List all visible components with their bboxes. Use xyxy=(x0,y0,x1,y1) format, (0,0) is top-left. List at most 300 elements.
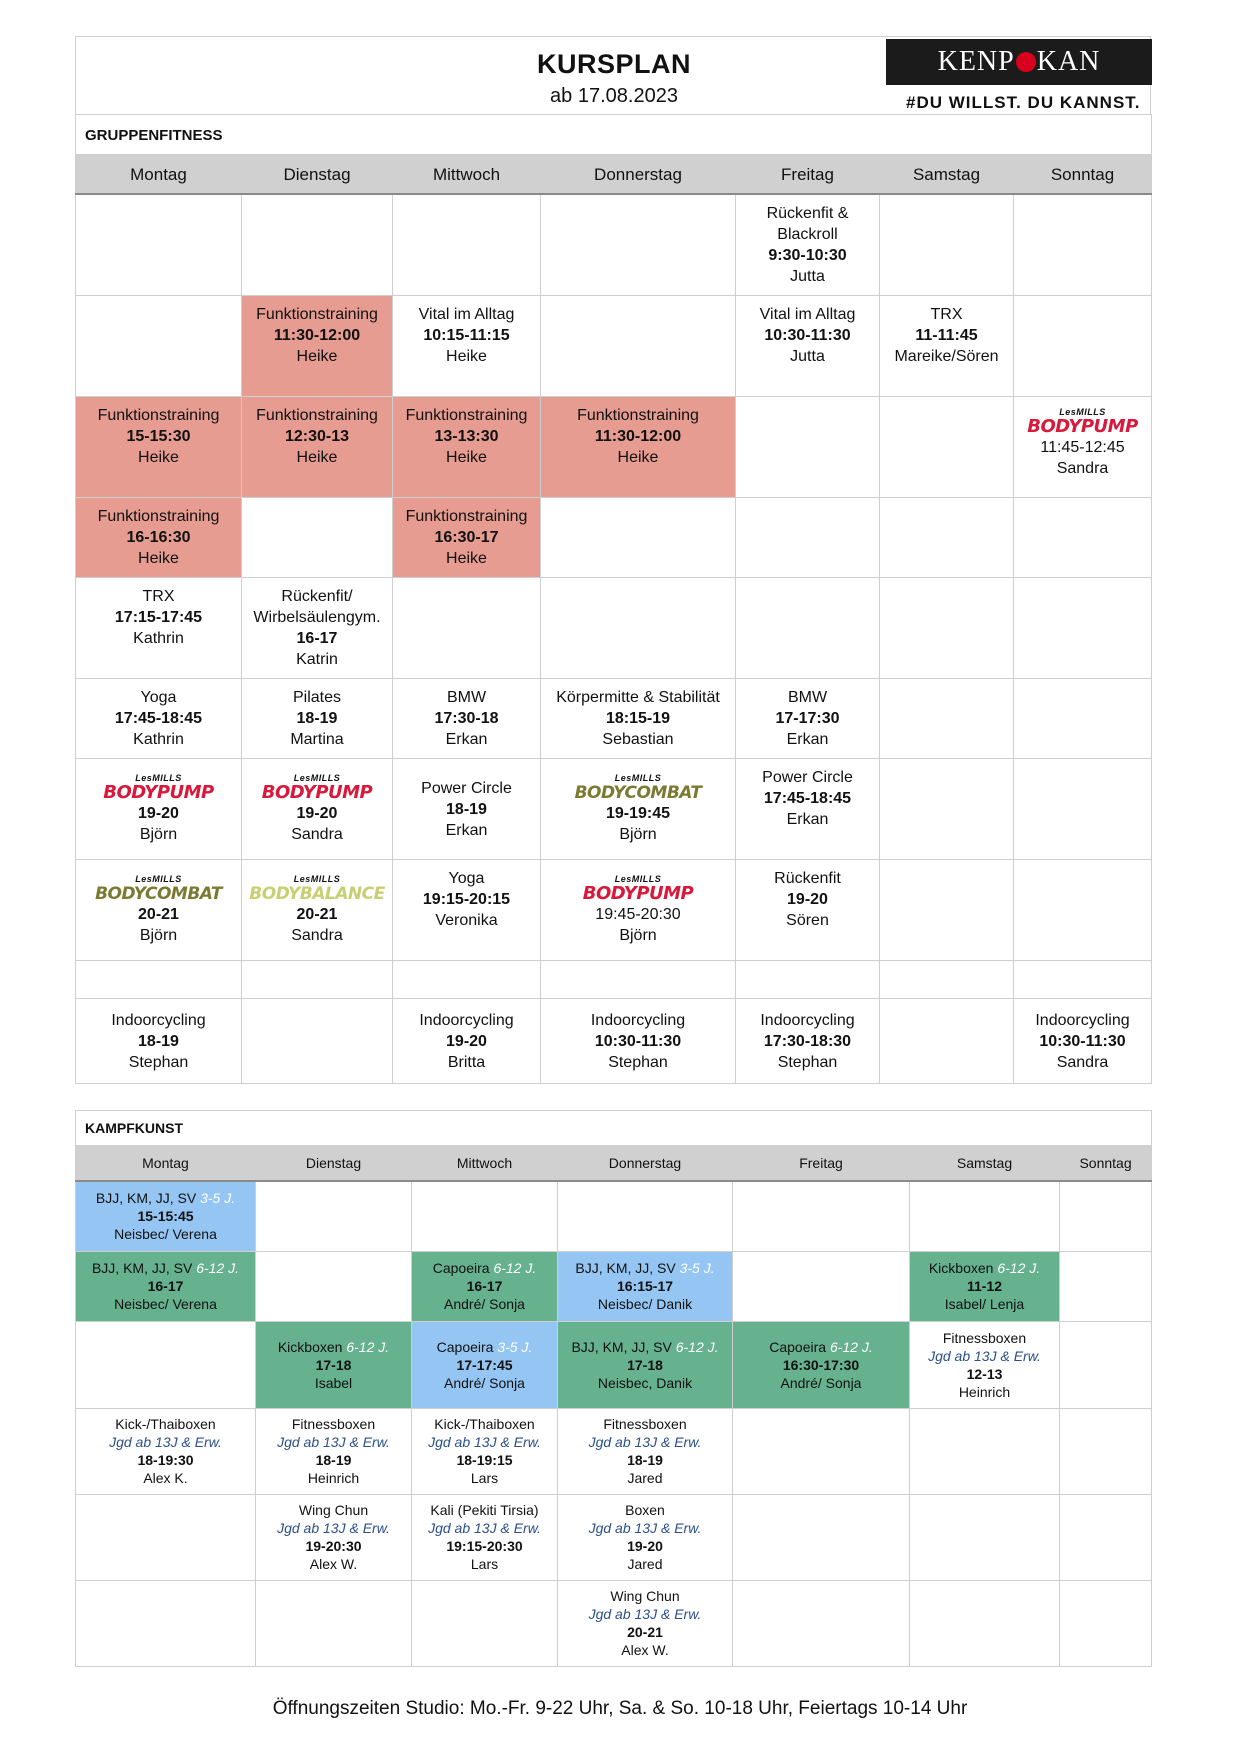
class-time: 17-18 xyxy=(315,1356,352,1373)
empty-cell xyxy=(76,1321,256,1408)
empty-cell xyxy=(733,1408,910,1494)
class-cell xyxy=(880,295,1014,396)
class-trainer: Heike xyxy=(296,448,338,466)
class-title: Wing Chun xyxy=(298,1502,369,1518)
day-header: Mittwoch xyxy=(412,1146,558,1182)
class-cell xyxy=(910,1321,1060,1408)
class-time: 19-20 xyxy=(627,1538,663,1554)
lesmills-logo: LesMILLS xyxy=(293,874,341,884)
class-time: 11:45-12:45 xyxy=(1040,438,1125,456)
class-cell xyxy=(736,758,880,859)
class-title: Wirbelsäulengym. xyxy=(253,609,381,626)
class-title: Kick-/Thaiboxen xyxy=(115,1416,216,1432)
class-trainer: Erkan xyxy=(445,821,488,839)
class-title: Fitnessboxen xyxy=(942,1329,1027,1346)
class-title: Fitnessboxen xyxy=(291,1416,376,1432)
class-cell xyxy=(76,998,242,1083)
lesmills-logo: LesMILLS xyxy=(293,773,341,783)
day-header: Freitag xyxy=(736,155,880,195)
class-cell xyxy=(541,678,736,758)
class-trainer: Heinrich xyxy=(958,1383,1011,1400)
class-trainer: André/ Sonja xyxy=(444,1296,525,1312)
class-time: 19-20 xyxy=(296,805,338,822)
class-title: TRX xyxy=(930,305,963,323)
day-header: Sonntag xyxy=(1014,155,1152,195)
class-trainer: Neisbec, Danik xyxy=(597,1374,693,1391)
class-time: 20-21 xyxy=(627,1624,663,1640)
class-trainer: Alex W. xyxy=(309,1556,358,1572)
class-title: Indoorcycling xyxy=(419,1011,514,1029)
empty-cell xyxy=(910,1181,1060,1251)
empty-cell xyxy=(242,960,393,998)
class-title: Funktionstraining xyxy=(256,406,378,424)
empty-cell xyxy=(910,1494,1060,1580)
class-title: Rückenfit xyxy=(774,869,841,887)
class-time: 15-15:45 xyxy=(137,1208,194,1225)
day-header: Dienstag xyxy=(242,155,393,195)
class-time: 17:45-18:45 xyxy=(763,789,852,807)
fitness-schedule-table xyxy=(75,114,1152,1084)
empty-cell xyxy=(558,1181,733,1251)
day-header: Dienstag xyxy=(256,1146,412,1182)
class-title: Pilates xyxy=(292,689,342,706)
class-trainer: Stephan xyxy=(777,1053,838,1071)
class-title: Indoorcycling xyxy=(590,1011,686,1029)
lesmills-logo: LesMILLS xyxy=(1059,406,1106,417)
slogan: #DU WILLST. DU KANNST. xyxy=(906,93,1141,112)
bodypump-logo: BODYPUMP xyxy=(261,782,373,803)
class-trainer: Erkan xyxy=(445,731,488,748)
class-title: Funktionstraining xyxy=(405,406,528,424)
bodycombat-logo: BODYCOMBAT xyxy=(95,884,222,904)
class-time: 10:15-11:15 xyxy=(423,326,510,344)
class-trainer: Björn xyxy=(619,927,657,944)
class-time: 9:30-10:30 xyxy=(768,247,847,265)
class-cell xyxy=(242,678,393,758)
page-title: KURSPLAN xyxy=(536,49,691,79)
class-time: 16-17 xyxy=(296,630,338,647)
class-title: Kali (Pekiti Tirsia) xyxy=(430,1502,539,1518)
empty-cell xyxy=(1014,758,1152,859)
class-trainer: Neisbec/ Verena xyxy=(114,1296,217,1312)
class-time: 19:45-20:30 xyxy=(595,906,681,923)
empty-cell xyxy=(880,577,1014,678)
class-cell xyxy=(1014,998,1152,1083)
class-cell xyxy=(412,1494,558,1580)
class-time: 17-18 xyxy=(627,1356,663,1373)
class-trainer: André/ Sonja xyxy=(780,1374,862,1391)
class-title: Yoga xyxy=(140,689,177,706)
empty-cell xyxy=(880,859,1014,960)
empty-cell xyxy=(1014,577,1152,678)
day-header: Samstag xyxy=(880,155,1014,195)
class-cell xyxy=(736,194,880,295)
logo-text-left: KENP xyxy=(937,46,1015,77)
class-title: Kick-/Thaiboxen xyxy=(434,1416,535,1432)
class-time: 10:30-11:30 xyxy=(594,1032,682,1050)
class-trainer: Alex W. xyxy=(621,1642,669,1658)
empty-cell xyxy=(76,1580,256,1666)
empty-cell xyxy=(1060,1321,1152,1408)
class-cell xyxy=(541,859,736,960)
empty-cell xyxy=(880,678,1014,758)
class-trainer: Lars xyxy=(470,1556,499,1572)
class-trainer: Alex K. xyxy=(143,1470,188,1486)
class-time: 18-19 xyxy=(315,1452,352,1468)
section-title-fitness: GRUPPENFITNESS xyxy=(76,115,1152,155)
class-cell xyxy=(242,758,393,859)
class-cell xyxy=(558,1321,733,1408)
age-group: Jgd ab 13J & Erw. xyxy=(277,1434,390,1450)
class-time: 16:30-17 xyxy=(434,529,499,546)
class-cell xyxy=(558,1408,733,1494)
class-time: 17:30-18:30 xyxy=(763,1032,852,1050)
class-trainer: Neisbec/ Danik xyxy=(597,1296,693,1312)
class-time: 13-13:30 xyxy=(434,427,499,445)
class-trainer: Katrin xyxy=(296,651,338,668)
class-time: 16-16:30 xyxy=(126,529,191,546)
martial-arts-schedule-table xyxy=(75,1110,1152,1667)
age-group: Jgd ab 13J & Erw. xyxy=(428,1434,541,1450)
empty-cell xyxy=(541,295,736,396)
bodybalance-logo: BODYBALANCE xyxy=(249,884,385,904)
age-group: 6-12 J. xyxy=(997,1260,1041,1276)
empty-cell xyxy=(1060,1580,1152,1666)
class-title: Indoorcycling xyxy=(1035,1011,1130,1029)
class-title: Wing Chun xyxy=(610,1588,680,1604)
class-trainer: Sandra xyxy=(291,826,343,843)
bodypump-logo: BODYPUMP xyxy=(103,782,214,803)
class-cell xyxy=(393,396,541,497)
age-group: Jgd ab 13J & Erw. xyxy=(588,1606,702,1622)
empty-cell xyxy=(736,960,880,998)
class-cell xyxy=(393,678,541,758)
day-header: Montag xyxy=(76,155,242,195)
empty-cell xyxy=(541,960,736,998)
class-cell xyxy=(76,1251,256,1321)
page-subtitle: ab 17.08.2023 xyxy=(550,85,678,107)
empty-cell xyxy=(733,1494,910,1580)
class-cell xyxy=(393,998,541,1083)
logo-text-right: KAN xyxy=(1036,46,1101,77)
class-title: BJJ, KM, JJ, SV 3-5 J. xyxy=(95,1190,236,1207)
class-trainer: Kathrin xyxy=(133,629,184,647)
class-title: Funktionstraining xyxy=(405,508,528,525)
empty-cell xyxy=(733,1251,910,1321)
empty-cell xyxy=(393,194,541,295)
class-title: BJJ, KM, JJ, SV 6-12 J. xyxy=(571,1338,719,1355)
class-title: Indoorcycling xyxy=(760,1011,855,1029)
age-group: 6-12 J. xyxy=(346,1338,390,1355)
class-title: Vital im Alltag xyxy=(418,305,515,323)
day-header: Donnerstag xyxy=(558,1146,733,1182)
class-title: Capoeira 3-5 J. xyxy=(436,1338,533,1355)
class-cell xyxy=(733,1321,910,1408)
class-cell xyxy=(393,859,541,960)
empty-cell xyxy=(880,758,1014,859)
class-title: Power Circle xyxy=(421,779,512,797)
empty-cell xyxy=(1014,859,1152,960)
class-title: Blackroll xyxy=(777,226,838,244)
class-time: 19:15-20:30 xyxy=(446,1538,523,1554)
class-time: 18:15-19 xyxy=(605,710,671,727)
class-trainer: Sören xyxy=(786,911,829,929)
class-time: 16:15-17 xyxy=(616,1278,674,1294)
empty-cell xyxy=(76,960,242,998)
empty-cell xyxy=(1060,1494,1152,1580)
empty-cell xyxy=(736,497,880,577)
section-title-kampf: KAMPFKUNST xyxy=(76,1111,1152,1146)
empty-cell xyxy=(1014,194,1152,295)
class-cell xyxy=(256,1408,412,1494)
class-trainer: Sandra xyxy=(291,927,343,944)
class-time: 19-20 xyxy=(787,890,828,908)
class-time: 17:30-18 xyxy=(434,710,499,727)
day-header: Mittwoch xyxy=(393,155,541,195)
empty-cell xyxy=(910,1580,1060,1666)
class-trainer: Jutta xyxy=(790,268,825,286)
class-title: Rückenfit & xyxy=(766,205,849,223)
age-group: 6-12 J. xyxy=(196,1260,240,1276)
class-cell xyxy=(412,1321,558,1408)
empty-cell xyxy=(242,497,393,577)
age-group: 6-12 J. xyxy=(675,1338,719,1355)
class-cell xyxy=(256,1321,412,1408)
day-header: Sonntag xyxy=(1060,1146,1152,1182)
class-cell xyxy=(76,678,242,758)
class-cell xyxy=(541,998,736,1083)
age-group: Jgd ab 13J & Erw. xyxy=(277,1520,390,1536)
empty-cell xyxy=(76,1494,256,1580)
class-trainer: Heike xyxy=(138,448,179,466)
class-trainer: Veronika xyxy=(435,911,498,929)
class-time: 12-13 xyxy=(966,1365,1003,1382)
empty-cell xyxy=(880,497,1014,577)
empty-cell xyxy=(736,396,880,497)
class-title: Fitnessboxen xyxy=(603,1416,687,1432)
class-cell xyxy=(541,758,736,859)
empty-cell xyxy=(242,998,393,1083)
age-group: Jgd ab 13J & Erw. xyxy=(588,1520,702,1536)
lesmills-logo: LesMILLS xyxy=(135,773,182,783)
class-time: 19:15-20:15 xyxy=(422,890,511,908)
class-cell xyxy=(76,577,242,678)
age-group: Jgd ab 13J & Erw. xyxy=(109,1434,222,1450)
class-cell xyxy=(242,295,393,396)
class-time: 10:30-11:30 xyxy=(1039,1032,1126,1050)
lesmills-logo: LesMILLS xyxy=(614,874,662,884)
class-title: BMW xyxy=(787,689,828,706)
class-cell xyxy=(558,1580,733,1666)
class-cell xyxy=(76,1408,256,1494)
empty-cell xyxy=(1060,1251,1152,1321)
page-header xyxy=(75,36,1151,114)
class-cell xyxy=(76,1181,256,1251)
empty-cell xyxy=(910,1408,1060,1494)
age-group: Jgd ab 13J & Erw. xyxy=(588,1434,702,1450)
class-time: 17-17:30 xyxy=(775,710,840,727)
empty-cell xyxy=(880,396,1014,497)
class-cell xyxy=(76,859,242,960)
age-group: 6-12 J. xyxy=(829,1338,873,1355)
empty-cell xyxy=(412,1580,558,1666)
bodycombat-logo: BODYCOMBAT xyxy=(574,783,702,803)
empty-cell xyxy=(880,960,1014,998)
class-time: 15-15:30 xyxy=(126,427,191,445)
empty-cell xyxy=(1014,295,1152,396)
day-header: Samstag xyxy=(910,1146,1060,1182)
class-trainer: Heike xyxy=(138,550,179,567)
class-trainer: Heike xyxy=(446,347,487,365)
class-trainer: André/ Sonja xyxy=(444,1374,525,1391)
class-trainer: Heike xyxy=(617,448,659,466)
class-title: Kickboxen 6-12 J. xyxy=(928,1260,1041,1276)
day-header-row xyxy=(76,1146,1152,1182)
class-title: BJJ, KM, JJ, SV 3-5 J. xyxy=(575,1260,715,1276)
logo-dot-icon xyxy=(1016,52,1036,72)
class-cell xyxy=(412,1251,558,1321)
class-time: 17:45-18:45 xyxy=(114,710,203,727)
class-time: 19-19:45 xyxy=(605,805,671,822)
class-title: TRX xyxy=(142,587,175,605)
class-cell xyxy=(541,396,736,497)
age-group: 6-12 J. xyxy=(493,1260,537,1276)
empty-cell xyxy=(393,577,541,678)
class-cell xyxy=(412,1408,558,1494)
age-group: 3-5 J. xyxy=(679,1260,715,1276)
class-time: 12:30-13 xyxy=(284,427,350,445)
empty-cell xyxy=(541,194,736,295)
day-header: Donnerstag xyxy=(541,155,736,195)
age-group: Jgd ab 13J & Erw. xyxy=(928,1347,1041,1364)
empty-cell xyxy=(76,295,242,396)
class-trainer: Björn xyxy=(139,927,178,944)
class-cell xyxy=(558,1251,733,1321)
class-time: 16-17 xyxy=(147,1278,184,1294)
empty-cell xyxy=(733,1181,910,1251)
class-trainer: Erkan xyxy=(786,731,829,748)
class-cell xyxy=(736,678,880,758)
empty-cell xyxy=(76,194,242,295)
class-title: Capoeira 6-12 J. xyxy=(769,1338,873,1355)
class-time: 11:30-12:00 xyxy=(594,427,682,445)
class-cell xyxy=(1014,396,1152,497)
class-time: 18-19 xyxy=(296,710,338,727)
empty-cell xyxy=(242,194,393,295)
lesmills-logo: LesMILLS xyxy=(614,773,662,783)
class-time: 11:30-12:00 xyxy=(273,326,361,344)
class-time: 18-19 xyxy=(138,1032,179,1050)
age-group: Jgd ab 13J & Erw. xyxy=(428,1520,541,1536)
class-title: Vital im Alltag xyxy=(759,305,856,323)
class-title: Rückenfit/ xyxy=(281,588,353,605)
empty-cell xyxy=(256,1181,412,1251)
kenpokan-logo xyxy=(886,39,1152,85)
class-cell xyxy=(393,758,541,859)
class-trainer: Heike xyxy=(446,550,487,567)
empty-cell xyxy=(1014,678,1152,758)
class-trainer: Björn xyxy=(139,826,178,843)
class-cell xyxy=(242,577,393,678)
class-cell xyxy=(76,758,242,859)
empty-cell xyxy=(393,960,541,998)
class-cell xyxy=(76,396,242,497)
class-title: Funktionstraining xyxy=(256,305,378,323)
class-trainer: Kathrin xyxy=(133,731,184,748)
class-trainer: Erkan xyxy=(786,810,829,828)
class-trainer: Heinrich xyxy=(307,1470,360,1486)
class-time: 18-19 xyxy=(446,800,487,818)
class-trainer: Stephan xyxy=(128,1053,189,1071)
empty-cell xyxy=(880,998,1014,1083)
empty-cell xyxy=(256,1580,412,1666)
class-time: 16:30-17:30 xyxy=(782,1356,860,1373)
class-time: 19-20 xyxy=(138,805,179,822)
class-time: 11-12 xyxy=(966,1278,1003,1294)
class-title: Indoorcycling xyxy=(111,1011,206,1029)
class-trainer: Mareike/Sören xyxy=(894,347,999,365)
age-group: 3-5 J. xyxy=(200,1190,236,1207)
class-title: Funktionstraining xyxy=(97,406,220,424)
day-header: Freitag xyxy=(733,1146,910,1182)
class-cell xyxy=(736,859,880,960)
empty-cell xyxy=(1014,497,1152,577)
class-trainer: Jared xyxy=(627,1470,663,1486)
empty-cell xyxy=(1060,1408,1152,1494)
class-trainer: Neisbec/ Verena xyxy=(114,1226,217,1243)
class-title: Körpermitte & Stabilität xyxy=(556,689,720,706)
class-trainer: Isabel xyxy=(314,1374,353,1391)
class-cell xyxy=(558,1494,733,1580)
empty-cell xyxy=(1014,960,1152,998)
class-trainer: Sandra xyxy=(1056,459,1109,477)
class-title: BJJ, KM, JJ, SV 6-12 J. xyxy=(91,1260,240,1276)
class-cell xyxy=(256,1494,412,1580)
class-trainer: Björn xyxy=(619,826,657,843)
class-cell xyxy=(736,998,880,1083)
class-time: 17-17:45 xyxy=(456,1356,513,1373)
class-title: Kickboxen 6-12 J. xyxy=(277,1338,390,1355)
age-group: 3-5 J. xyxy=(497,1338,533,1355)
class-time: 16-17 xyxy=(466,1278,503,1294)
class-trainer: Sandra xyxy=(1056,1053,1109,1071)
empty-cell xyxy=(256,1251,412,1321)
class-time: 10:30-11:30 xyxy=(764,326,851,344)
class-title: Funktionstraining xyxy=(97,508,220,525)
class-trainer: Isabel/ Lenja xyxy=(944,1296,1025,1312)
class-trainer: Jared xyxy=(627,1556,663,1572)
class-time: 20-21 xyxy=(296,906,338,923)
class-cell xyxy=(393,497,541,577)
class-title: Boxen xyxy=(625,1502,665,1518)
class-cell xyxy=(736,295,880,396)
day-header-row xyxy=(76,155,1152,195)
day-header: Montag xyxy=(76,1146,256,1182)
class-trainer: Heike xyxy=(296,347,338,365)
class-trainer: Heike xyxy=(446,448,487,466)
class-time: 17:15-17:45 xyxy=(114,608,203,626)
empty-cell xyxy=(1060,1181,1152,1251)
class-cell xyxy=(393,295,541,396)
class-trainer: Stephan xyxy=(608,1053,668,1071)
class-title: Power Circle xyxy=(762,768,853,786)
class-time: 19-20:30 xyxy=(305,1538,362,1554)
bodypump-logo: BODYPUMP xyxy=(582,883,694,904)
empty-cell xyxy=(880,194,1014,295)
bodypump-logo: BODYPUMP xyxy=(1027,415,1138,437)
class-time: 20-21 xyxy=(138,906,179,923)
class-cell xyxy=(76,497,242,577)
